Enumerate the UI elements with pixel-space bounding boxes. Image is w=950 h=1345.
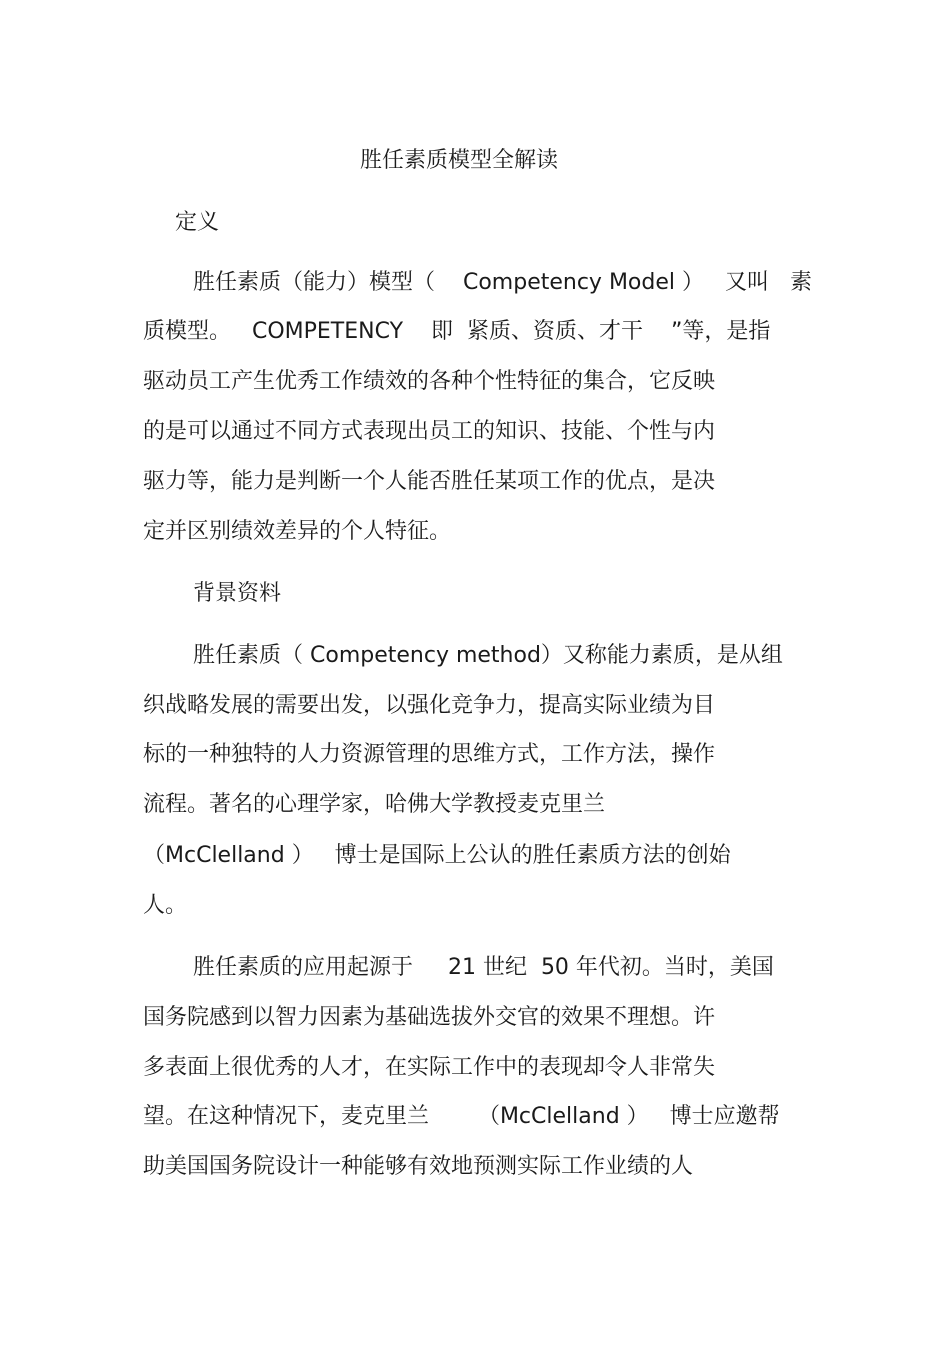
- paragraph-line: 质模型。 COMPETENCY 即 紧质、资质、才干 ”等，是指: [143, 319, 771, 344]
- section-heading-background: 背景资料: [193, 581, 282, 606]
- paragraph-line: 织战略发展的需要出发，以强化竞争力，提高实际业绩为目: [143, 693, 716, 718]
- paragraph-line: 的是可以通过不同方式表现出员工的知识、技能、个性与内: [143, 419, 716, 444]
- section-heading-definition: 定义: [175, 210, 220, 235]
- paragraph-line: 定并区别绩效差异的个人特征。: [143, 519, 452, 544]
- paragraph-line: 望。在这种情况下，麦克里兰 （McClelland ） 博士应邀帮: [143, 1104, 780, 1129]
- paragraph-line: 驱力等，能力是判断一个人能否胜任某项工作的优点，是决: [143, 469, 716, 494]
- paragraph-line: 国务院感到以智力因素为基础选拔外交官的效果不理想。许: [143, 1005, 716, 1030]
- paragraph-line: 胜任素质（ Competency method）又称能力素质，是从组: [193, 643, 783, 668]
- paragraph-line: （McClelland ） 博士是国际上公认的胜任素质方法的创始: [143, 843, 731, 868]
- paragraph-line: 驱动员工产生优秀工作绩效的各种个性特征的集合，它反映: [143, 369, 716, 394]
- paragraph-line: 助美国国务院设计一种能够有效地预测实际工作业绩的人: [143, 1154, 694, 1179]
- paragraph-line: 胜任素质的应用起源于 21 世纪 50 年代初。当时，美国: [193, 955, 774, 980]
- document-title: 胜任素质模型全解读: [360, 148, 559, 173]
- paragraph-line: 多表面上很优秀的人才，在实际工作中的表现却令人非常失: [143, 1055, 716, 1080]
- paragraph-line: 标的一种独特的人力资源管理的思维方式，工作方法，操作: [143, 742, 716, 767]
- paragraph-line: 流程。著名的心理学家，哈佛大学教授麦克里兰: [143, 792, 606, 817]
- paragraph-line: 胜任素质（能力）模型（ Competency Model ） 又叫 素: [193, 270, 812, 295]
- paragraph-line: 人。: [143, 893, 188, 918]
